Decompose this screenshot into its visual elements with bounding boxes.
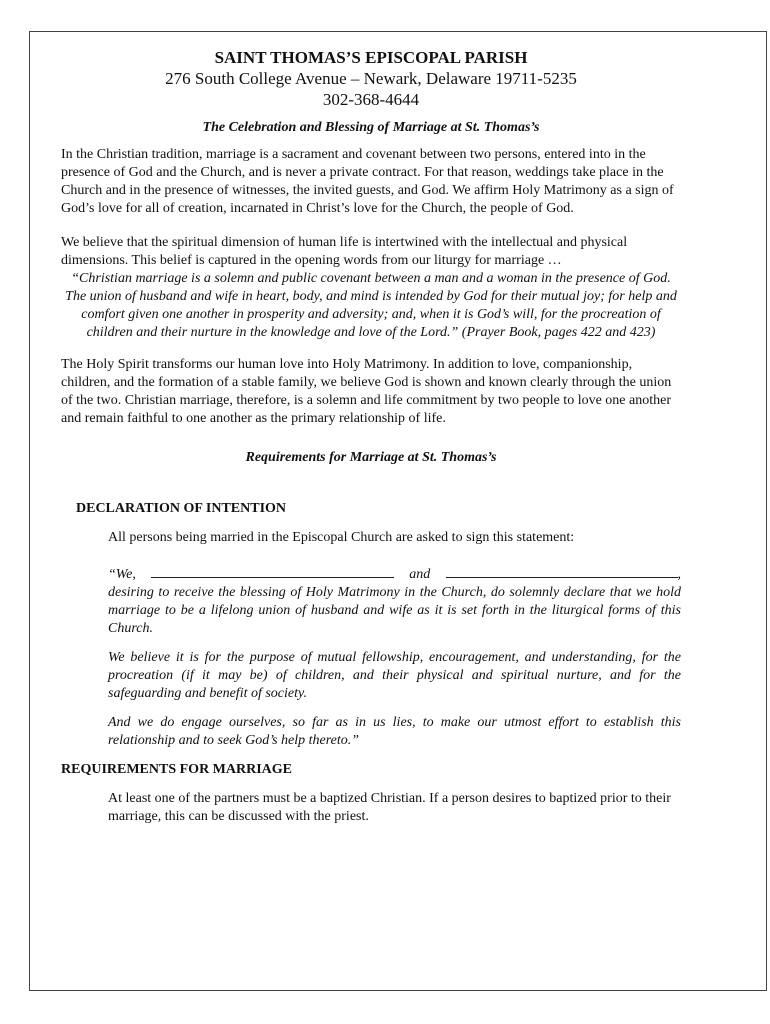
paragraph-tradition: In the Christian tradition, marriage is a sacrament and covenant between two persons, entered into in the presence of God and the Church, and is never a private contract. For that reason, weddings take place in the Church and in the presence of witnesses, the invited guests, and God. We affirm Holy Matrimony as a sign of God’s love for all of creation, incarnated in Christ’s love for the Church, the people of God. xyxy=(61,147,674,216)
baptism-requirement: At least one of the partners must be a baptized Christian. If a person desires to baptized prior to their marriage, this can be discussed with the priest. xyxy=(108,791,671,824)
vow-paragraph-2: We believe it is for the purpose of mutual fellowship, encouragement, and understanding, for the procreation (if it may be) of children, and their physical and spiritual nurture, and for the safeguarding and benefit of society. xyxy=(108,650,681,701)
vow-paragraph-1 xyxy=(108,565,681,638)
vow-text: desiring to receive the blessing of Holy Matrimony in the Church, do solemnly declare that we hold marriage to be a lifelong union of husband and wife as it is set forth in the liturgical forms of this Church. xyxy=(108,585,681,636)
liturgy-quote: “Christian marriage is a solemn and public covenant between a man and a woman in the presence of God. The union of husband and wife in heart, body, and mind is intended by God for their mutual joy; for help and comfort given one another in prosperity and adversity; and, when it is God’s will, for the procreation of children and their nurture in the knowledge and love of the Lord.” (Prayer Book, pages 422 and 423) xyxy=(65,271,677,340)
paragraph-holy-spirit: The Holy Spirit transforms our human love into Holy Matrimony. In addition to love, companionship, children, and the formation of a stable family, we believe God is shown and known clearly through the union of the two. Christian marriage, therefore, is a solemn and life commitment by two people to love one another and remain faithful to one another as the primary relationship of life. xyxy=(61,357,672,426)
vow-paragraph-3: And we do engage ourselves, so far as in us lies, to make our utmost effort to establish this relationship and to seek God’s help thereto.” xyxy=(108,715,681,748)
celebration-title: The Celebration and Blessing of Marriage at St. Thomas’s xyxy=(202,120,540,135)
name-blank-1[interactable] xyxy=(151,565,394,578)
vow-we: “We, xyxy=(108,567,136,582)
marriage-requirements-body xyxy=(108,790,681,826)
vow-comma: , xyxy=(677,567,681,582)
name-blank-2[interactable] xyxy=(446,565,678,578)
paragraph-spiritual: We believe that the spiritual dimension of human life is intertwined with the intellectual and physical dimensions. This belief is captured in the opening words from our liturgy for marriage … xyxy=(61,235,628,268)
marriage-requirements-heading: REQUIREMENTS FOR MARRIAGE xyxy=(61,762,293,777)
requirements-title: Requirements for Marriage at St. Thomas’s xyxy=(245,450,497,465)
vow-and: and xyxy=(409,567,431,582)
declaration-body xyxy=(108,529,681,750)
document-content xyxy=(61,45,681,826)
parish-phone: 302-368-4644 xyxy=(322,90,420,109)
parish-address: 276 South College Avenue – Newark, Delaware 19711-5235 xyxy=(165,69,577,88)
declaration-intro: All persons being married in the Episcopal Church are asked to sign this statement: xyxy=(108,530,575,545)
declaration-heading: DECLARATION OF INTENTION xyxy=(76,501,287,516)
parish-name: SAINT THOMAS’S EPISCOPAL PARISH xyxy=(214,48,528,67)
